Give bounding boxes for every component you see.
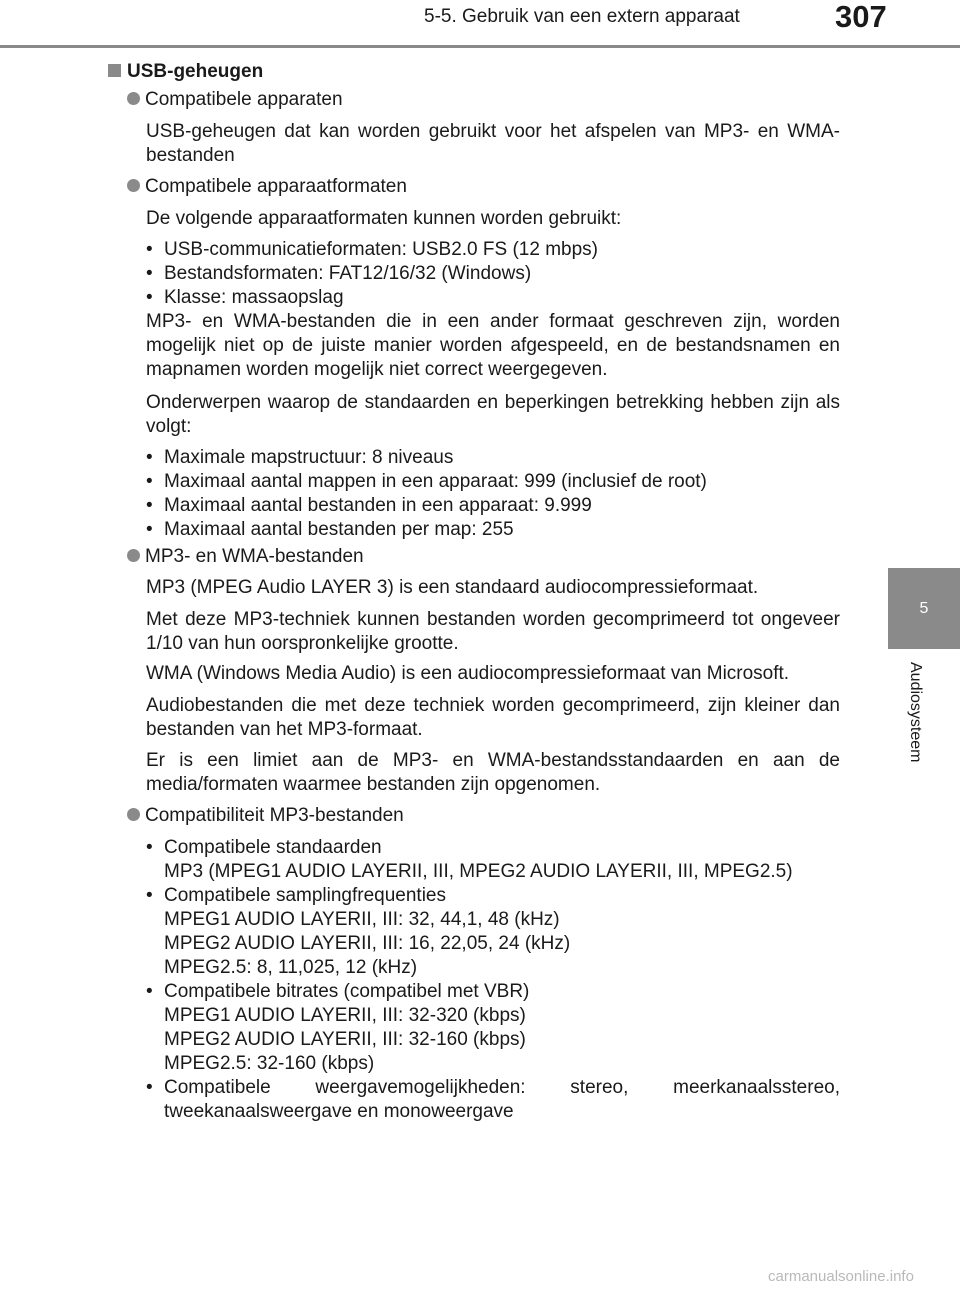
list-item-label: • Compatibele samplingfrequenties: [164, 885, 446, 906]
section-heading-text: USB-geheugen: [127, 61, 264, 82]
section-title: 5-5. Gebruik van een extern apparaat: [424, 6, 740, 27]
watermark: carmanualsonline.info: [768, 1268, 914, 1285]
circle-bullet-icon: [127, 549, 140, 562]
subsection-title: Compatibele apparaten: [145, 89, 343, 110]
list-item-playback-modes: [146, 1076, 840, 1124]
list-item-label: • Compatibele bitrates (compatibel met VBR): [164, 981, 530, 1002]
paragraph: Onderwerpen waarop de standaarden en beperkingen betrekking hebben zijn als volgt:: [146, 392, 840, 437]
paragraph: MP3- en WMA-bestanden die in een ander formaat geschreven zijn, worden mogelijk niet op de juiste manier worden afgespeeld, en de bestandsnamen en mapnamen worden mogelijk niet correct weergegeven.: [146, 311, 840, 380]
page-number: 307: [835, 0, 887, 34]
list-item: • Klasse: massaopslag: [146, 286, 846, 310]
section-heading: [108, 60, 263, 84]
chapter-number: 5: [919, 599, 929, 617]
list-item: • Bestandsformaten: FAT12/16/32 (Windows): [146, 262, 846, 286]
list-item: • Maximaal aantal bestanden in een apparaat: 9.999: [146, 494, 846, 518]
chapter-tab: [888, 568, 960, 649]
limits-list: [146, 446, 846, 542]
header-divider: [0, 45, 960, 48]
list-item-line: MPEG1 AUDIO LAYERII, III: 32-320 (kbps): [164, 1005, 526, 1026]
chapter-label: Audiosysteem: [907, 662, 924, 763]
subsection-compatible-devices: [127, 88, 343, 112]
subsection-mp3-compatibility: [127, 804, 404, 828]
list-item-line: tweekanaalsweergave en monoweergave: [164, 1101, 514, 1122]
subsection-mp3-wma: [127, 545, 364, 569]
format-list: [146, 238, 846, 310]
list-item-line: MP3 (MPEG1 AUDIO LAYERII, III, MPEG2 AUDIO LAYERII, III, MPEG2.5): [164, 861, 793, 882]
list-item-standards: [146, 836, 846, 884]
list-item-label: • Compatibele standaarden: [164, 837, 382, 858]
list-item: • Maximale mapstructuur: 8 niveaus: [146, 446, 846, 470]
list-item-line: MPEG2.5: 8, 11,025, 12 (kHz): [164, 957, 418, 978]
compatibility-list: [146, 836, 846, 1124]
list-item-line: MPEG2.5: 32-160 (kbps): [164, 1053, 375, 1074]
list-item: • Maximaal aantal bestanden per map: 255: [146, 518, 846, 542]
list-item-sampling: [146, 884, 846, 980]
list-item-line: MPEG1 AUDIO LAYERII, III: 32, 44,1, 48 (kHz): [164, 909, 560, 930]
paragraph: USB-geheugen dat kan worden gebruikt voor het afspelen van MP3- en WMA-bestanden: [146, 121, 840, 166]
subsection-device-formats: [127, 175, 407, 199]
list-item-line: MPEG2 AUDIO LAYERII, III: 16, 22,05, 24 (kHz): [164, 933, 571, 954]
paragraph: MP3 (MPEG Audio LAYER 3) is een standaard audiocompressieformaat.: [146, 577, 759, 598]
paragraph: De volgende apparaatformaten kunnen worden gebruikt:: [146, 208, 622, 229]
paragraph: Met deze MP3-techniek kunnen bestanden worden gecomprimeerd tot ongeveer 1/10 van hun oorspronkelijke grootte.: [146, 609, 840, 654]
circle-bullet-icon: [127, 179, 140, 192]
circle-bullet-icon: [127, 92, 140, 105]
subsection-title: Compatibele apparaatformaten: [145, 176, 407, 197]
list-item: • USB-communicatieformaten: USB2.0 FS (12 mbps): [146, 238, 846, 262]
list-item-bitrates: [146, 980, 846, 1076]
subsection-title: MP3- en WMA-bestanden: [145, 546, 364, 567]
list-item-line: • Compatibele weergavemogelijkheden: stereo, meerkanaalsstereo,: [164, 1077, 840, 1098]
paragraph: Er is een limiet aan de MP3- en WMA-bestandsstandaarden en aan de media/formaten waarmee bestanden zijn opgenomen.: [146, 750, 840, 795]
list-item: • Maximaal aantal mappen in een apparaat: 999 (inclusief de root): [146, 470, 846, 494]
paragraph: Audiobestanden die met deze techniek worden gecomprimeerd, zijn kleiner dan bestanden van het MP3-formaat.: [146, 695, 840, 740]
paragraph: WMA (Windows Media Audio) is een audiocompressieformaat van Microsoft.: [146, 663, 790, 684]
square-bullet-icon: [108, 64, 121, 77]
list-item-line: MPEG2 AUDIO LAYERII, III: 32-160 (kbps): [164, 1029, 526, 1050]
subsection-title: Compatibiliteit MP3-bestanden: [145, 805, 404, 826]
circle-bullet-icon: [127, 808, 140, 821]
